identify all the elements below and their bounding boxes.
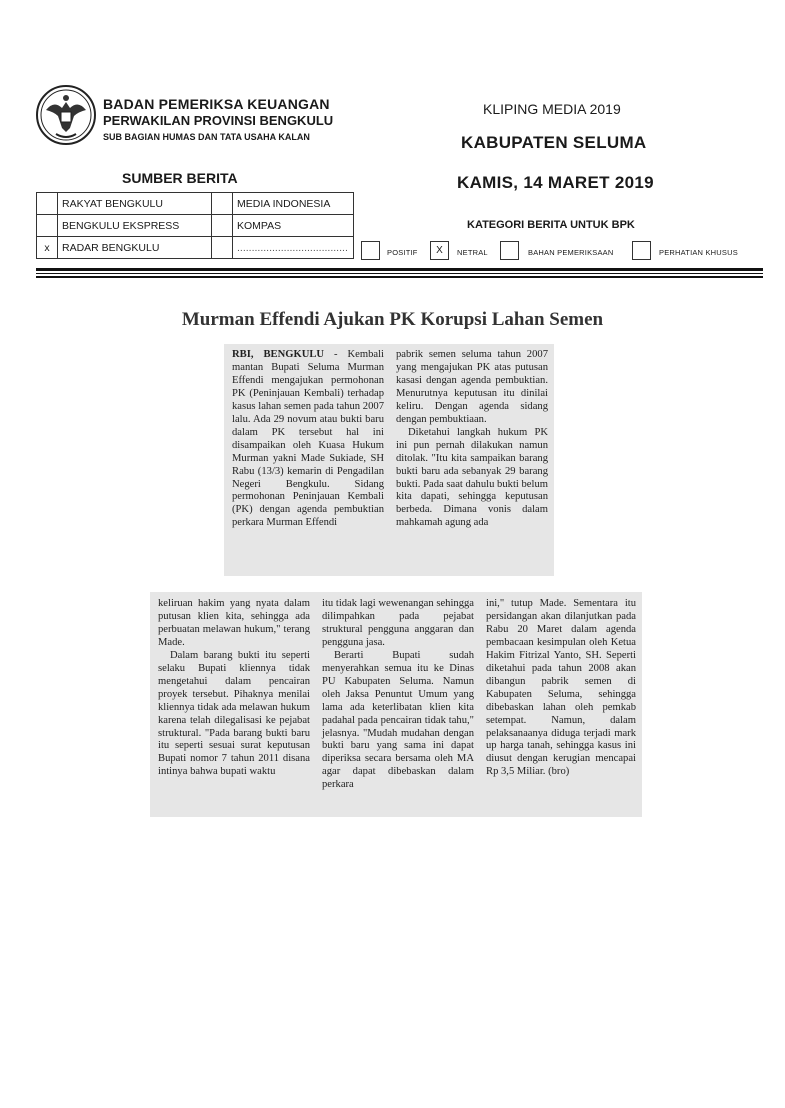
article-text: - Kembali mantan Bupati Seluma Murman Effendi mengajukan permohonan PK (Peninjauan Kembali) terhadap kasus lahan semen pada tahun 2007 lalu. Ada 29 novum atau bukti baru dalam PK tersebut hal ini disampaikan oleh Kuasa Hukum Murman yakni Made Sukiade, SH Rabu (13/3) kemarin di Pengadilan Negeri Bengkulu. Sidang permohonan Peninjauan Kembali (PK) dengan agenda pembuktian perkara Murman Effendi <box>232 349 384 529</box>
article-paragraph: pabrik semen seluma tahun 2007 yang mengajukan PK atas putusan kasasi dengan agenda pembuktian. Menurutnya keputusan itu dinilai keliru. Dengan agenda sidang dengan pembuktiaan. <box>396 349 548 425</box>
source-mark <box>212 193 233 215</box>
article-clipping-bottom <box>150 592 642 817</box>
table-row <box>37 193 354 215</box>
org-branch: PERWAKILAN PROVINSI BENGKULU <box>103 113 334 128</box>
article-paragraph <box>232 349 384 530</box>
article-paragraph: ini," tutup Made. Sementara itu persidangan akan dilanjutkan pada Rabu 20 Maret dalam agenda pembacaan kesimpulan oleh Ketua Hakim Fitrizal Yanto, SH. Seperti diketahui pada tahun 2008 akan dibangun pabrik semen di Kabupaten Seluma, sehingga dibebaskan lahan oleh pemkab setempat. Namun, dalam pelaksanaanya diduga terjadi mark up harga tanah, sehingga kasus ini diusut dengan kerugian mencapai Rp 3,5 Miliar. (bro) <box>486 598 636 778</box>
source-name: RAKYAT BENGKULU <box>58 193 212 215</box>
category-label: POSITIF <box>387 248 418 257</box>
date-title: KAMIS, 14 MARET 2019 <box>457 173 654 192</box>
org-unit: SUB BAGIAN HUMAS DAN TATA USAHA KALAN <box>103 132 310 142</box>
divider <box>36 276 763 278</box>
source-name: KOMPAS <box>233 215 354 237</box>
source-mark: x <box>37 237 58 259</box>
category-checkbox[interactable] <box>500 241 519 260</box>
source-mark <box>212 215 233 237</box>
category-label: PERHATIAN KHUSUS <box>659 248 738 257</box>
article-column <box>486 598 636 779</box>
source-name: MEDIA INDONESIA <box>233 193 354 215</box>
article-paragraph: Diketahui langkah hukum PK ini pun pernah dilakukan namun ditolak. "Itu kita sampaikan barang bukti baru ada sebanyak 29 barang bukti. Pada saat dahulu bukti belum kita dapati, sehingga keputusan berbeda. Dimana vonis dalam mahkamah agung ada <box>396 426 548 529</box>
sources-title: SUMBER BERITA <box>122 170 238 186</box>
article-column <box>232 349 384 530</box>
kliping-title: KLIPING MEDIA 2019 <box>483 101 621 117</box>
category-label: NETRAL <box>457 248 488 257</box>
article-paragraph: keliruan hakim yang nyata dalam putusan klien kita, sehingga ada perbuatan melawan hukum," terang Made. <box>158 598 310 648</box>
region-title: KABUPATEN SELUMA <box>461 133 647 152</box>
org-name: BADAN PEMERIKSA KEUANGAN <box>103 96 330 112</box>
sources-table <box>36 192 354 259</box>
bpk-emblem-icon <box>34 82 98 148</box>
divider <box>36 268 763 271</box>
source-name: RADAR BENGKULU <box>58 237 212 259</box>
article-paragraph: Dalam barang bukti itu seperti selaku Bupati kliennya tidak mengetahui dalam pencairan proyek tersebut. Pihaknya menilai kliennya tidak ada melawan hukum karena telah dilegalisasi ke pejabat struktural. "Pada barang bukti baru itu seperti sesuai surat keputusan Bupati nomor 7 tahun 2011 disana intinya bahwa bupati waktu <box>158 649 310 778</box>
source-name: BENGKULU EKSPRESS <box>58 215 212 237</box>
table-row <box>37 215 354 237</box>
article-clipping-top <box>224 344 554 576</box>
category-checkbox[interactable]: X <box>430 241 449 260</box>
article-dateline: RBI, BENGKULU <box>232 349 325 360</box>
article-column <box>158 598 310 779</box>
source-mark <box>212 237 233 259</box>
table-row <box>37 237 354 259</box>
divider <box>36 273 763 274</box>
source-name: ...................................... <box>233 237 354 259</box>
category-checkbox[interactable] <box>632 241 651 260</box>
category-label: BAHAN PEMERIKSAAN <box>528 248 614 257</box>
source-mark <box>37 193 58 215</box>
article-column <box>396 349 548 530</box>
source-mark <box>37 215 58 237</box>
categories-title: KATEGORI BERITA UNTUK BPK <box>467 219 635 231</box>
article-headline: Murman Effendi Ajukan PK Korupsi Lahan Semen <box>181 309 604 330</box>
category-checkbox[interactable] <box>361 241 380 260</box>
article-column <box>322 598 474 792</box>
article-paragraph: itu tidak lagi wewenangan sehingga dilimpahkan pada pejabat struktural pengguna anggaran dan pengguna jasa. <box>322 598 474 648</box>
article-paragraph: Berarti Bupati sudah menyerahkan semua itu ke Dinas PU Kabupaten Seluma. Namun oleh Jaksa Penuntut Umum yang lama ada keterlibatan klien kita padahal pada pencairan tidak tahu," jelasnya. "Mudah mudahan dengan bukti baru yang sama ini dapat diperiksa secara bersama oleh MA agar dapat dibebaskan dalam perkara <box>322 649 474 791</box>
